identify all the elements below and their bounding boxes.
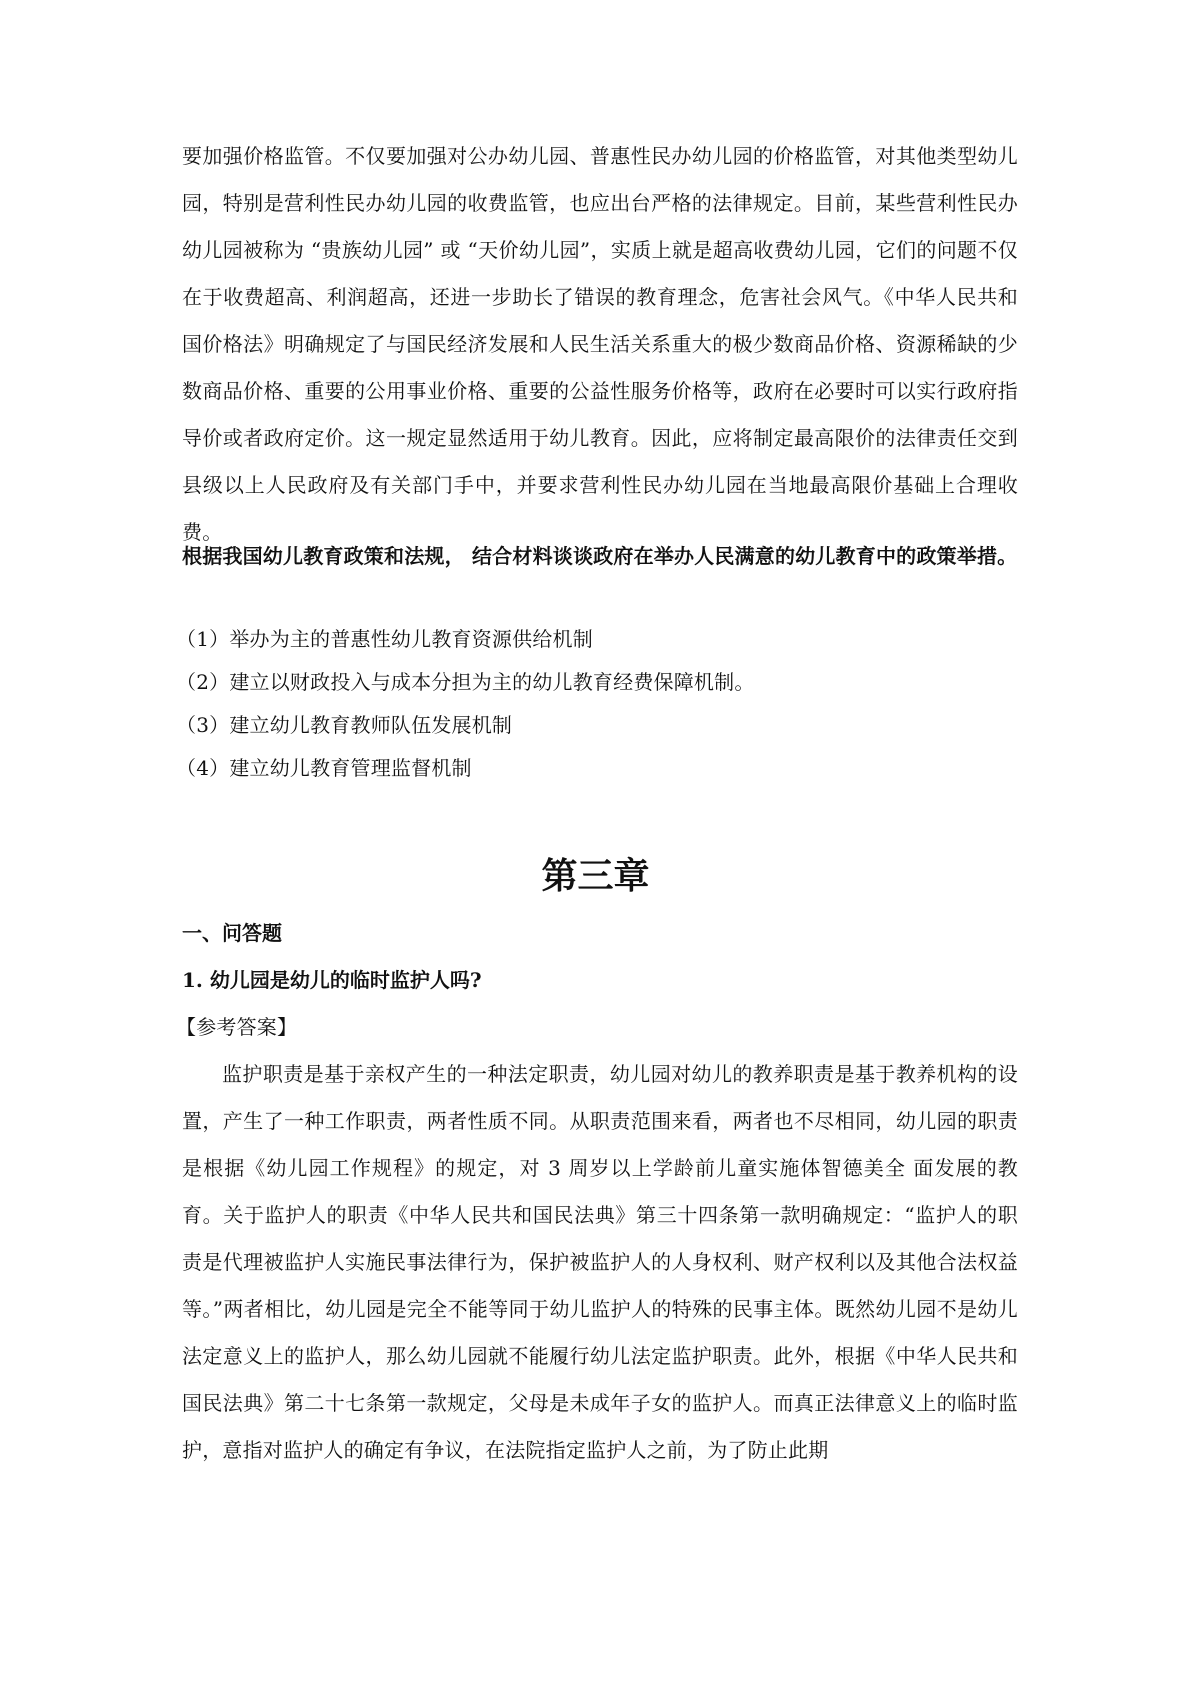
measures-list [176, 616, 1012, 792]
answer-paragraph: 监护职责是基于亲权产生的一种法定职责，幼儿园对幼儿的教养职责是基于教养机构的设置，产生了一种工作职责，两者性质不同。从职责范围来看，两者也不尽相同，幼儿园的职责是根据《幼儿园工作规程》的规定，对 3 周岁以上学龄前儿童实施体智德美全 面发展的教育。关于监护人的职责《中华人民共和国民法典》第三十四条第一款明确规定：“监护人的职责是代理被监护人实施民事法律行为，保护被监护人的人身权利、财产权利以及其他合法权益等。”两者相比，幼儿园是完全不能等同于幼儿监护人的特殊的民事主体。既然幼儿园不是幼儿法定意义上的监护人，那么幼儿园就不能履行幼儿法定监护职责。此外，根据《中华人民共和国民法典》第二十七条第一款规定，父母是未成年子女的监护人。而真正法律意义上的临时监护，意指对监护人的确定有争议，在法院指定监护人之前，为了防止此期 [182, 1062, 1018, 1462]
question-title: 1. 幼儿园是幼儿的临时监护人吗? [182, 968, 482, 992]
intro-section [182, 133, 1018, 556]
answer-label: 【参考答案】 [176, 1015, 298, 1039]
section-heading: 一、问答题 [182, 921, 282, 945]
list-item: （3）建立幼儿教育教师队伍发展机制 [176, 713, 513, 737]
list-item: （4）建立幼儿教育管理监督机制 [176, 756, 472, 780]
list-item: （2）建立以财政投入与成本分担为主的幼儿教育经费保障机制。 [176, 670, 755, 694]
chapter-title: 第三章 [541, 856, 650, 897]
question-text: 根据我国幼儿教育政策和法规， 结合材料谈谈政府在举办人民满意的幼儿教育中的政策举措。 [182, 544, 1018, 568]
chapter-section [176, 910, 1018, 1474]
question-section [182, 533, 1018, 580]
list-item: （1）举办为主的普惠性幼儿教育资源供给机制 [176, 627, 593, 651]
intro-paragraph: 要加强价格监管。不仅要加强对公办幼儿园、普惠性民办幼儿园的价格监管，对其他类型幼儿园，特别是营利性民办幼儿园的收费监管，也应出台严格的法律规定。目前，某些营利性民办幼儿园被称为 “贵族幼儿园” 或 “天价幼儿园”，实质上就是超高收费幼儿园，它们的问题不仅在于收费超高、利润超高，还进一步助长了错误的教育理念，危害社会风气。《中华人民共和国价格法》明确规定了与国民经济发展和人民生活关系重大的极少数商品价格、资源稀缺的少数商品价格、重要的公用事业价格、重要的公益性服务价格等，政府在必要时可以实行政府指导价或者政府定价。这一规定显然适用于幼儿教育。因此，应将制定最高限价的法律责任交到县级以上人民政府及有关部门手中，并要求营利性民办幼儿园在当地最高限价基础上合理收费。 [182, 144, 1018, 544]
